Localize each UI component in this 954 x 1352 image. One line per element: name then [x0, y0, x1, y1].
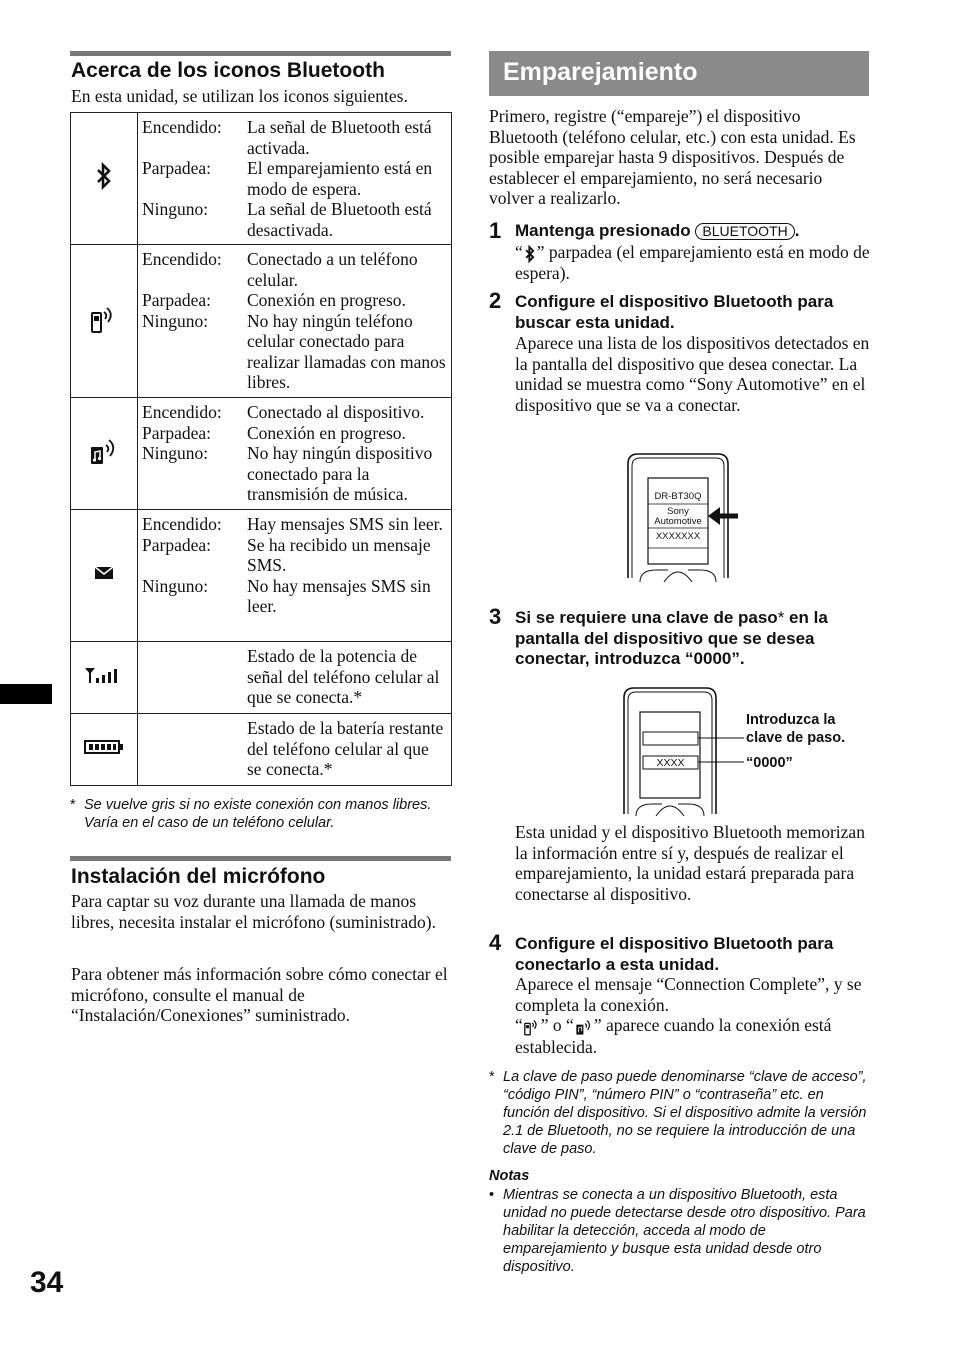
step-3-text: Esta unidad y el dispositivo Bluetooth memorizan la información entre sí y, después de realizar el emparejamiento, la unidad estará preparada para conectarse al dispositivo. [515, 822, 865, 904]
icon-description [138, 642, 452, 714]
icon-description [138, 510, 452, 642]
microphone-paragraph-1: Para captar su voz durante una llamada de manos libres, necesita instalar el micrófono (suministrado). [71, 891, 436, 932]
table-row [71, 113, 452, 245]
icon-table [70, 112, 452, 786]
pairing-intro: Primero, registre (“empareje”) el dispositivo Bluetooth (teléfono celular, etc.) con esta unidad. Es posible emparejar hasta 9 dispositivos. Después de establecer el emparejamiento, no será necesario volver a realizarlo. [489, 106, 856, 208]
status-description: Conectado a un teléfono celular. [247, 249, 418, 290]
device-list-item-2: Sony Automotive [654, 506, 702, 527]
table-row [71, 398, 452, 510]
status-description: Conexión en progreso. [247, 422, 406, 443]
status-row [142, 249, 447, 290]
step-number: 1 [489, 218, 502, 243]
icon-description [138, 245, 452, 398]
section-rule [70, 856, 451, 861]
microphone-paragraph-2: Para obtener más información sobre cómo conectar el micrófono, consulte el manual de “Instalación/Conexiones” suministrado. [71, 964, 448, 1025]
status-row [142, 718, 447, 780]
passkey-value-callout: “0000” [746, 755, 793, 771]
status-label: Parpadea: [142, 422, 211, 443]
page-number: 34 [30, 1266, 64, 1299]
status-row [142, 535, 447, 576]
status-row [142, 576, 447, 617]
status-label: Encendido: [142, 249, 222, 269]
step-number: 2 [489, 288, 502, 313]
device-list-item-3: XXXXXXX [655, 531, 701, 542]
status-label: Parpadea: [142, 290, 211, 310]
status-description: El emparejamiento está en modo de espera. [247, 158, 433, 199]
notes-title: Notas [489, 1168, 530, 1184]
status-label: Parpadea: [142, 534, 211, 555]
page-tab-marker [0, 684, 52, 704]
bluetooth-icon [93, 162, 115, 190]
section-rule [70, 51, 451, 56]
status-description: No hay mensajes SMS sin leer. [247, 575, 431, 616]
device-list-item-1: DR-BT30Q [654, 491, 702, 502]
passkey-footnote: * La clave de paso puede denominarse “clave de acceso”, “código PIN”, “número PIN” o “contraseña” etc. en función del dispositivo. Si el dispositivo admite la versión 2.1 de Bluetooth, no se requiere la introducción de una clave de paso. [489, 1069, 867, 1157]
section-title-microphone: Instalación del micrófono [71, 865, 326, 888]
status-label [142, 718, 247, 780]
bluetooth-icon [523, 245, 537, 263]
status-description: Estado de la potencia de señal del teléfono celular al que se conecta.* [247, 646, 440, 707]
section-banner [489, 51, 869, 96]
envelope-icon [94, 565, 114, 581]
notes-list [489, 1186, 869, 1276]
status-description: Hay mensajes SMS sin leer. [247, 514, 443, 534]
status-row [142, 290, 447, 311]
status-label: Ninguno: [142, 310, 209, 331]
status-description: Conexión en progreso. [247, 290, 406, 310]
status-label: Encendido: [142, 514, 222, 534]
step-3-heading: Si se requiere una clave de paso* en la pantalla del dispositivo que se desea conectar, introduzca “0000”. [515, 608, 828, 668]
status-row [142, 199, 447, 240]
icon-description [138, 714, 452, 786]
status-label: Parpadea: [142, 158, 211, 178]
signal-strength-icon [84, 666, 124, 684]
status-label: Ninguno: [142, 575, 209, 596]
table-footnote [70, 796, 450, 832]
status-description: No hay ningún dispositivo conectado para la transmisión de música. [247, 443, 433, 504]
phone-icon [523, 1017, 541, 1037]
bluetooth-key: BLUETOOTH [695, 223, 794, 240]
step-4-heading: Configure el dispositivo Bluetooth para conectarlo a esta unidad. [515, 934, 834, 974]
table-row [71, 642, 452, 714]
step-number: 3 [489, 604, 502, 629]
status-description: La señal de Bluetooth está desactivada. [247, 199, 432, 240]
status-row [142, 443, 447, 505]
status-description: Estado de la batería restante del teléfono celular al que se conecta.* [247, 718, 444, 779]
table-row [71, 245, 452, 398]
music-device-icon [574, 1017, 594, 1037]
status-label: Ninguno: [142, 443, 209, 463]
status-label: Encendido: [142, 402, 222, 422]
status-row [142, 311, 447, 393]
step-2-text: Aparece una lista de los dispositivos detectados en la pantalla del dispositivo que desea conectar. La unidad se muestra como “Sony Automotive” en el dispositivo que se va a conectar. [515, 333, 870, 415]
passkey-callout: Introduzca la clave de paso. [746, 712, 846, 746]
status-label: Encendido: [142, 117, 222, 137]
step-1-heading: Mantenga presionado BLUETOOTH . [515, 221, 800, 240]
section-title-bluetooth-icons: Acerca de los iconos Bluetooth [71, 59, 385, 82]
status-row [142, 117, 447, 158]
bullet: • [489, 1187, 495, 1203]
banner-title: Emparejamiento [503, 58, 698, 86]
step-2-heading: Configure el dispositivo Bluetooth para buscar esta unidad. [515, 292, 834, 332]
list-item: Mientras se conecta a un dispositivo Bluetooth, esta unidad no puede detectarse desde otro dispositivo. Para habilitar la detección, acceda al modo de emparejamiento y busque esta unidad desde otro dispositivo. [503, 1187, 866, 1275]
icon-description [138, 398, 452, 510]
status-description: Se ha recibido un mensaje SMS. [247, 534, 431, 575]
status-row [142, 514, 447, 535]
step-1-text: “ ” parpadea (el emparejamiento está en modo de espera). [515, 242, 870, 283]
status-label: Ninguno: [142, 199, 209, 219]
status-description: Conectado al dispositivo. [247, 402, 425, 422]
icon-description [138, 113, 452, 245]
passkey-field-value: XXXX [656, 757, 685, 769]
status-description: La señal de Bluetooth está activada. [247, 117, 432, 158]
section-intro: En esta unidad, se utilizan los iconos siguientes. [71, 86, 408, 106]
step-number: 4 [489, 930, 502, 955]
music-device-icon [88, 434, 120, 468]
phone-icon [89, 303, 119, 335]
step-4-text: Aparece el mensaje “Connection Complete”, y se completa la conexión. “ ” o “ ” aparece cuando la conexión está establecida. [515, 974, 862, 1057]
status-row [142, 423, 447, 444]
status-description: No hay ningún teléfono celular conectado para realizar llamadas con manos libres. [247, 310, 446, 392]
status-row [142, 646, 447, 708]
battery-icon [84, 739, 124, 755]
status-row [142, 158, 447, 199]
table-row [71, 714, 452, 786]
table-row [71, 510, 452, 642]
status-label [142, 646, 247, 708]
status-row [142, 402, 447, 423]
footnote-text: Se vuelve gris si no existe conexión con manos libres. Varía en el caso de un teléfono celular. [84, 797, 432, 831]
phone-passkey-illustration [616, 684, 751, 816]
footnote-mark: * [70, 797, 76, 813]
